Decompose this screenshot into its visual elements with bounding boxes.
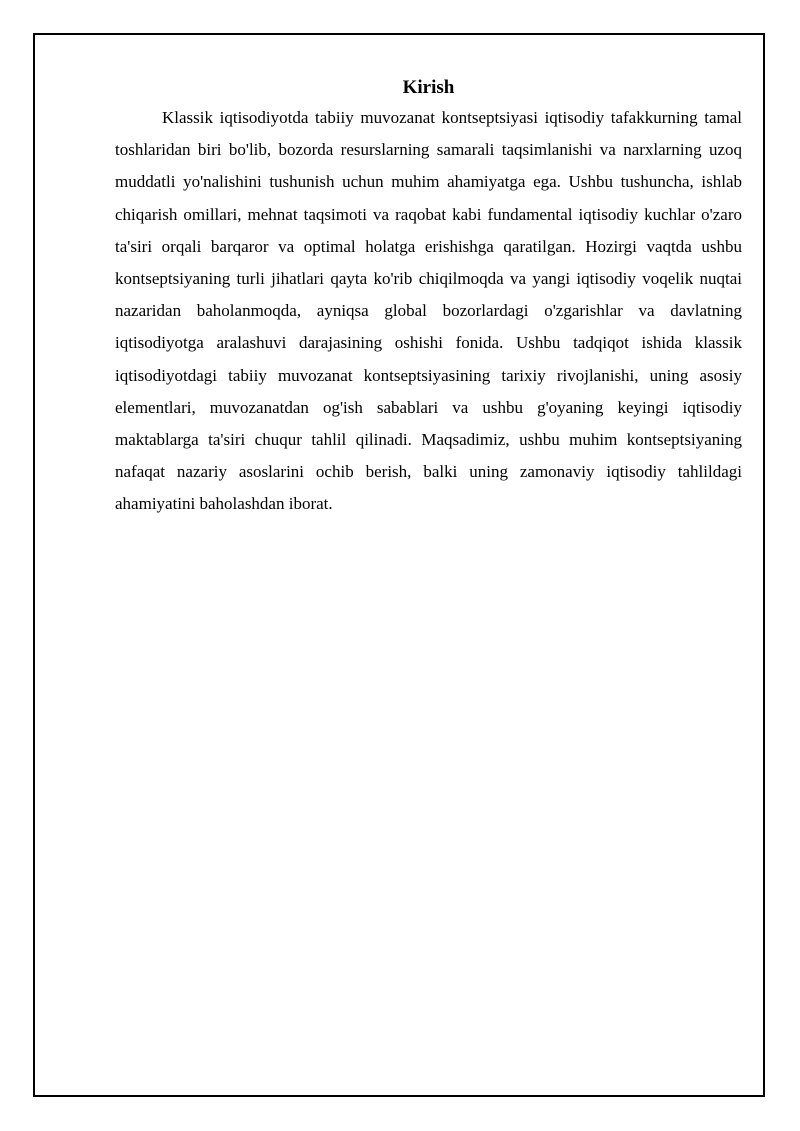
section-title: Kirish xyxy=(402,77,455,98)
body-paragraph: Klassik iqtisodiyotda tabiiy muvozanat kontseptsiyasi iqtisodiy tafakkurning tamal toshlaridan biri bo'lib, bozorda resurslarning samarali taqsimlanishi va narxlarning uzoq muddatli yo'nalishini tushunish uchun muhim ahamiyatga ega. Ushbu tushuncha, ishlab chiqarish omillari, mehnat taqsimoti va raqobat kabi fundamental iqtisodiy kuchlar o'zaro ta'siri orqali barqaror va optimal holatga erishishga qaratilgan. Hozirgi vaqtda ushbu kontseptsiyaning turli jihatlari qayta ko'rib chiqilmoqda va yangi iqtisodiy voqelik nuqtai nazaridan baholanmoqda, ayniqsa global bozorlardagi o'zgarishlar va davlatning iqtisodiyotga aralashuvi darajasining oshishi fonida. Ushbu tadqiqot ishida klassik iqtisodiyotdagi tabiiy muvozanat kontseptsiyasining tarixiy rivojlanishi, uning asosiy elementlari, muvozanatdan og'ish sabablari va ushbu g'oyaning keyingi iqtisodiy maktablarga ta'siri chuqur tahlil qilinadi. Maqsadimiz, ushbu muhim kontseptsiyaning nafaqat nazariy asoslarini ochib berish, balki uning zamonaviy iqtisodiy tahlildagi ahamiyatini baholashdan iborat. xyxy=(115,108,742,514)
document-body xyxy=(115,74,742,521)
